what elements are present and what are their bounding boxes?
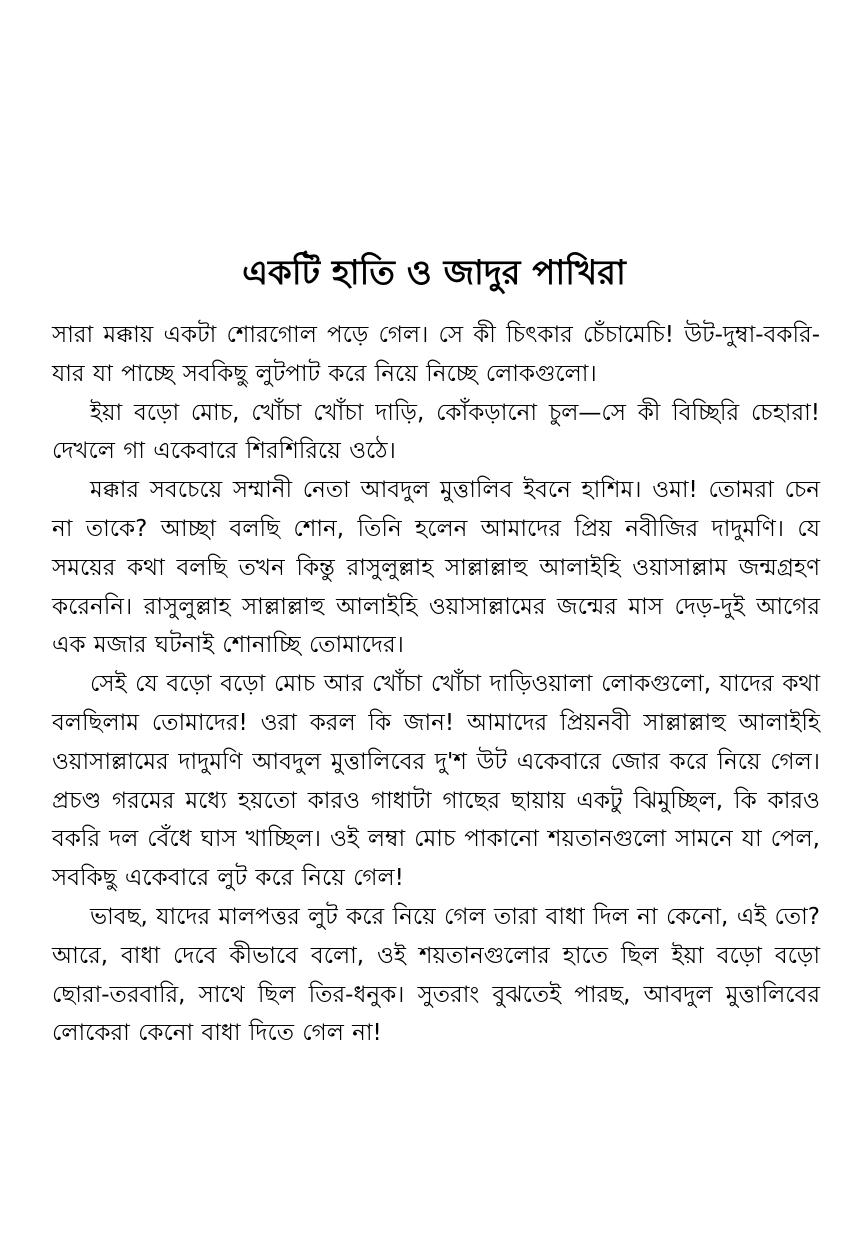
paragraph-2: ইয়া বড়ো মোচ, খোঁচা খোঁচা দাড়ি, কোঁকড়ানো চুল—সে কী বিচ্ছিরি চেহারা! দেখলে গা একেবারে শিরশিরিয়ে ওঠে। bbox=[52, 399, 820, 465]
paragraph-1: সারা মক্কায় একটা শোরগোল পড়ে গেল। সে কী চিৎকার চেঁচামেচি! উট-দুম্বা-বকরি- যার যা পাচ্ছে সবকিছু লুটপাট করে নিয়ে নিচ্ছে লোকগুলো। bbox=[52, 322, 820, 387]
chapter-title: একটি হাতি ও জাদুর পাখিরা bbox=[242, 253, 626, 293]
paragraph-4: সেই যে বড়ো বড়ো মোচ আর খোঁচা খোঁচা দাড়িওয়ালা লোকগুলো, যাদের কথা বলছিলাম তোমাদের! ওরা করল কি জান! আমাদের প্রিয়নবী সাল্লাল্লাহু আলাইহি ওয়াসাল্লামের দাদুমণি আবদুল মুত্তালিবের দু'শ উট একেবারে জোর করে নিয়ে গেল। প্রচণ্ড গরমের মধ্যে হয়তো কারও গাধাটা গাছের ছায়ায় একটু ঝিমুচ্ছিল, কি কারও বকরি দল বেঁধে ঘাস খাচ্ছিল। ওই লম্বা মোচ পাকানো শয়তানগুলো সামনে যা পেল, সবকিছু একেবারে লুট করে নিয়ে গেল! bbox=[52, 671, 820, 892]
paragraph-5: ভাবছ, যাদের মালপত্তর লুট করে নিয়ে গেল তারা বাধা দিল না কেনো, এই তো? আরে, বাধা দেবে কীভাবে বলো, ওই শয়তানগুলোর হাতে ছিল ইয়া বড়ো বড়ো ছোরা-তরবারি, সাথে ছিল তির-ধনুক। সুতরাং বুঝতেই পারছ, আবদুল মুত্তালিবের লোকেরা কেনো বাধা দিতে গেল না! bbox=[52, 903, 820, 1047]
chapter-body bbox=[52, 316, 820, 1053]
paragraph-3: মক্কার সবচেয়ে সম্মানী নেতা আবদুল মুত্তালিব ইবনে হাশিম। ওমা! তোমরা চেন না তাকে? আচ্ছা বলছি শোন, তিনি হলেন আমাদের প্রিয় নবীজির দাদুমণি। যে সময়ের কথা বলছি তখন কিন্তু রাসুলুল্লাহ সাল্লাল্লাহু আলাইহি ওয়াসাল্লাম জন্মগ্রহণ করেননি। রাসুলুল্লাহ সাল্লাল্লাহু আলাইহি ওয়াসাল্লামের জন্মের মাস দেড়-দুই আগের এক মজার ঘটনাই শোনাচ্ছি তোমাদের। bbox=[52, 477, 820, 659]
